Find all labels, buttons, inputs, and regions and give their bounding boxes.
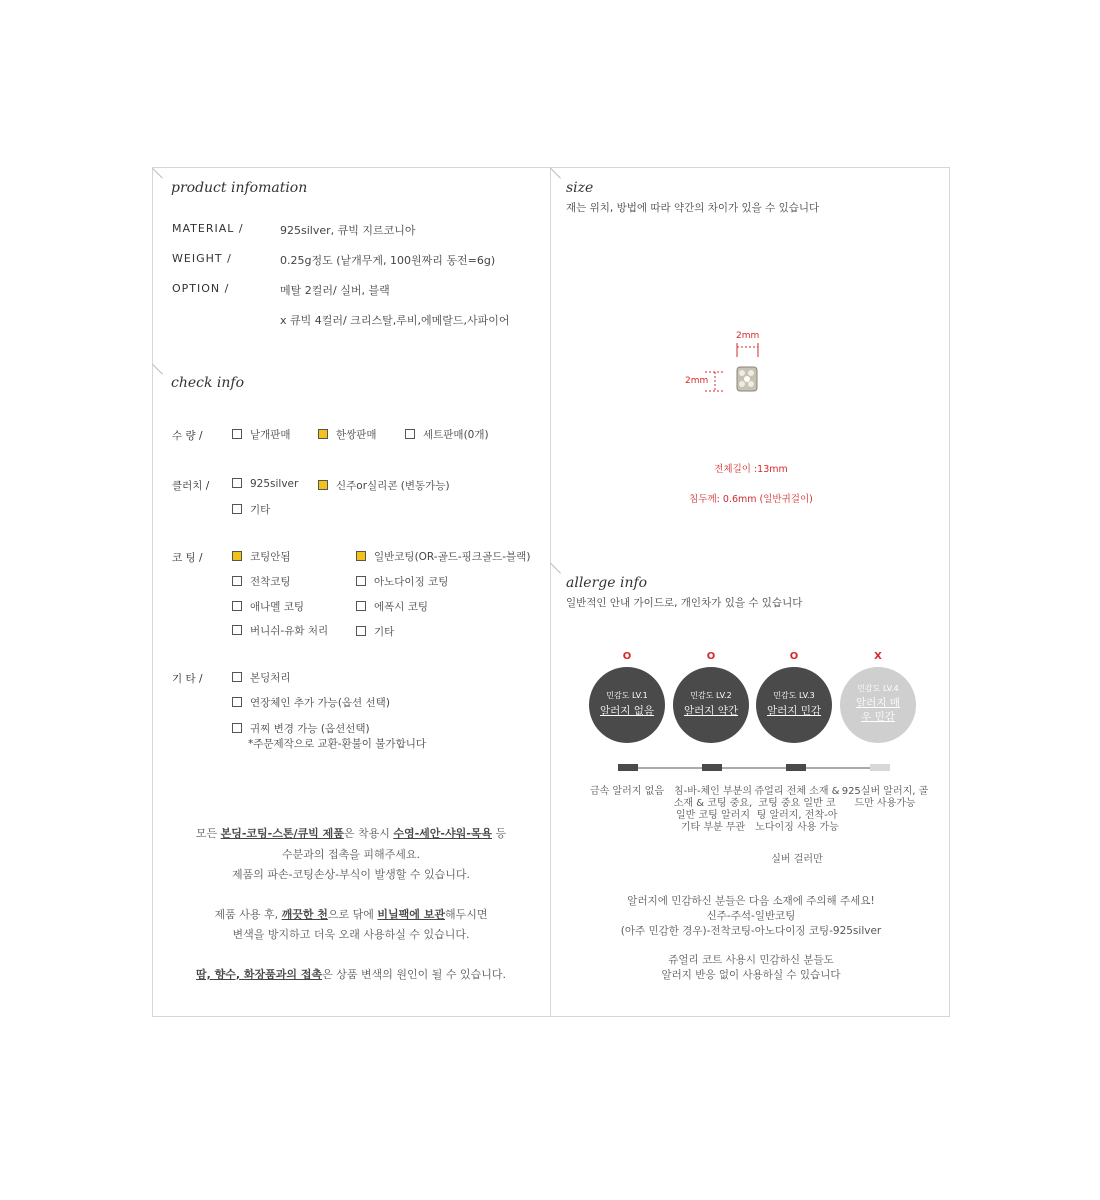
checkbox	[232, 576, 242, 586]
product-info-title: product infomation	[171, 180, 308, 196]
allergy-desc: 금속 알러지 없음	[590, 786, 664, 797]
etc-subnote: *주문제작으로 교환-환불이 불가합니다	[248, 738, 427, 750]
option-label: OPTION /	[172, 282, 230, 295]
allergy-mark: O	[789, 651, 799, 662]
allergy-mark: X	[874, 651, 882, 662]
check-item: 일반코팅(OR-골드-핑크골드-블랙)	[356, 549, 530, 564]
info-card	[152, 167, 950, 1017]
allergy-subtitle: 일반적인 안내 가이드로, 개인차가 있을 수 있습니다	[566, 597, 803, 609]
check-item: 아노다이징 코팅	[356, 574, 448, 589]
checkbox	[232, 429, 242, 439]
allergy-desc: 925실버 알러지, 골드만 사용가능	[841, 786, 929, 809]
allergy-desc: 침-바-체인 부분의 소재 & 코팅 중요, 일반 코팅 알러지 기타 부분 무관	[673, 786, 753, 833]
allergy-mark: O	[622, 651, 632, 662]
check-item: 애나멜 코팅	[232, 599, 304, 614]
allergy-level-circle: 민감도 LV.3 알러지 민감	[756, 667, 832, 743]
allergy-note: 알러지 반응 없이 사용하실 수 있습니다	[661, 969, 841, 981]
care-line: 땀, 향수, 화장품과의 접촉은 상품 변색의 원인이 될 수 있습니다.	[196, 968, 506, 981]
checkbox	[356, 576, 366, 586]
check-item: 버니쉬-유화 처리	[232, 623, 328, 638]
checkbox	[232, 601, 242, 611]
checkbox-checked	[232, 551, 242, 561]
height-label: 2mm	[685, 376, 709, 386]
checkbox	[232, 478, 242, 488]
size-title: size	[566, 180, 594, 196]
check-item: 기타	[232, 502, 270, 517]
allergy-level-circle: 민감도 LV.2 알러지 약간	[673, 667, 749, 743]
allergy-mark: O	[706, 651, 716, 662]
etc-label: 기 타 /	[172, 673, 203, 685]
check-item: 낱개판매	[232, 427, 291, 442]
checkbox	[232, 672, 242, 682]
check-item: 925silver	[232, 478, 298, 490]
checkbox	[356, 626, 366, 636]
checkbox-checked	[318, 480, 328, 490]
material-value: 925silver, 큐빅 지르코니아	[280, 224, 416, 237]
check-item: 에폭시 코팅	[356, 599, 428, 614]
care-line: 모든 본딩-코팅-스톤/큐빅 제품은 착용시 수영-세안-샤워-목욕 등	[195, 827, 507, 840]
weight-label: WEIGHT /	[172, 252, 232, 265]
checkbox	[232, 697, 242, 707]
allergy-scale	[610, 760, 910, 776]
check-item: 세트판매(0개)	[405, 427, 489, 442]
allergy-level-circle: 민감도 LV.1 알러지 없음	[589, 667, 665, 743]
option-value: 메탈 2컬러/ 실버, 블랙	[280, 284, 390, 297]
check-item: 기타	[356, 624, 394, 639]
allergy-extra: 실버 걸러만	[771, 854, 823, 865]
care-line: 제품 사용 후, 깨끗한 천으로 닦에 비닐팩에 보관해두시면	[214, 908, 488, 921]
check-item: 연장체인 추가 가능(옵션 선택)	[232, 695, 390, 710]
check-info-title: check info	[171, 375, 245, 391]
care-line: 제품의 파손-코팅손상-부식이 발생할 수 있습니다.	[232, 868, 470, 881]
check-item: 본딩처리	[232, 670, 291, 685]
size-subtitle: 재는 위치, 방법에 따라 약간의 차이가 있을 수 있습니다	[566, 202, 820, 214]
allergy-note: (아주 민감한 경우)-전착코팅-아노다이징 코팅-925silver	[620, 925, 882, 937]
check-item: 신주or실리콘 (변동가능)	[318, 478, 450, 493]
checkbox-checked	[318, 429, 328, 439]
option-value-cubic: x 큐빅 4컬러/ 크리스탈,루비,에메랄드,사파이어	[280, 314, 510, 327]
width-label: 2mm	[736, 331, 760, 341]
checkbox	[356, 601, 366, 611]
allergy-note: 신주-주석-일반코팅	[706, 910, 796, 922]
allergy-note: 알러지에 민감하신 분들은 다음 소재에 주의해 주세요!	[627, 895, 875, 907]
care-line: 수분과의 접촉을 피해주세요.	[281, 848, 420, 861]
total-length: 전체길이 :13mm	[714, 464, 788, 475]
checkbox	[232, 625, 242, 635]
care-line: 변색을 방지하고 더욱 오래 사용하실 수 있습니다.	[232, 928, 470, 941]
checkbox	[405, 429, 415, 439]
material-label: MATERIAL /	[172, 222, 244, 235]
allergy-level-circle: 민감도 LV.4 알러지 매우 민감	[840, 667, 916, 743]
weight-value: 0.25g정도 (낱개무게, 100원짜리 동전=6g)	[280, 254, 496, 267]
pin-thickness: 침두께: 0.6mm (일반귀걸이)	[689, 494, 813, 505]
clutch-label: 클러치 /	[172, 480, 210, 492]
quantity-label: 수 량 /	[172, 430, 203, 442]
allergy-note: 쥬얼리 코트 사용시 민감하신 분들도	[668, 954, 834, 966]
earring-size-diagram	[680, 325, 790, 405]
coating-label: 코 팅 /	[172, 552, 203, 564]
allergy-title: allerge info	[566, 575, 648, 591]
allergy-desc: 쥬얼리 전체 소재 & 코팅 중요 일반 코팅 알러지, 전착-아노다이징 사용 가능	[754, 786, 840, 833]
check-item: 귀찌 변경 가능 (옵션선택)	[232, 721, 370, 736]
check-item: 코팅안됨	[232, 549, 291, 564]
checkbox	[232, 504, 242, 514]
center-divider	[550, 167, 551, 1017]
checkbox	[232, 723, 242, 733]
checkbox-checked	[356, 551, 366, 561]
check-item: 전착코팅	[232, 574, 291, 589]
check-item: 한쌍판매	[318, 427, 377, 442]
